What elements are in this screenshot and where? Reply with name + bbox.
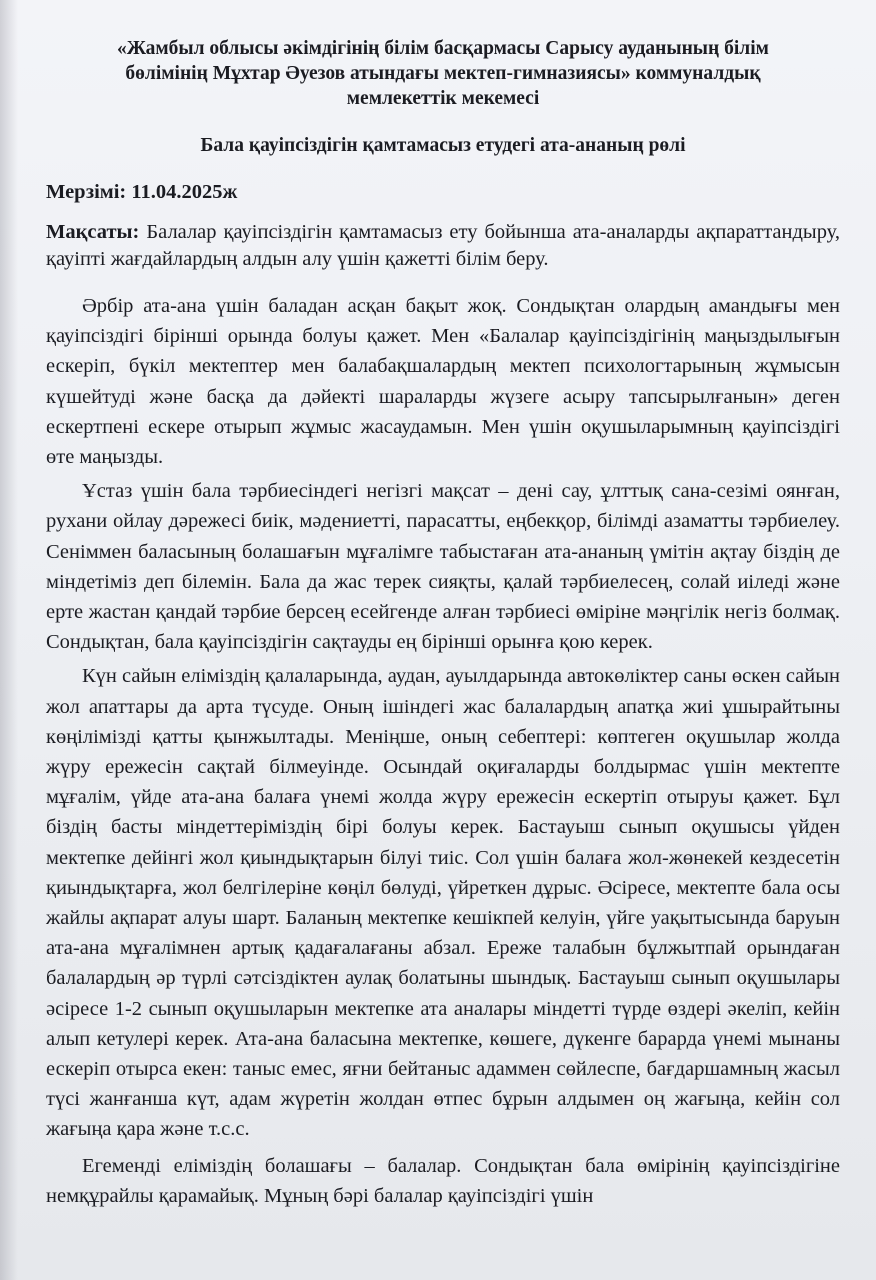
- date-value: 11.04.2025ж: [131, 181, 238, 203]
- date-label: Мерзімі:: [46, 181, 127, 203]
- org-line-3: мемлекеттік мекемесі: [346, 88, 540, 109]
- goal-text: Балалар қауіпсіздігін қамтамасыз ету бойынша ата-аналарды ақпараттандыру, қауіпті жағдайлардың алдын алу үшін қажетті білім беру.: [46, 221, 840, 270]
- goal-paragraph: [46, 219, 840, 273]
- organization-header: [46, 36, 840, 111]
- org-line-2: бөлімінің Мұхтар Әуезов атындағы мектеп-гимназиясы» коммуналдық: [125, 63, 761, 84]
- body-paragraph-1: Әрбір ата-ана үшін баладан асқан бақыт жоқ. Сондықтан олардың амандығы мен қауіпсіздігі бірінші орында болуы қажет. Мен «Балалар қауіпсіздігінің маңыздылығын ескеріп, бүкіл мектептер мен балабақшалардың мектеп психологтарының жұмысын күшейтуді және басқа да дәйекті шараларды жүзеге асыру тапсырылғанын» деген ескертпені ескере отырып жұмыс жасаудамын. Мен үшін оқушыларымның қауіпсіздігі өте маңызды.: [46, 295, 840, 469]
- goal-label: Мақсаты:: [46, 221, 140, 243]
- body-paragraph-2: Ұстаз үшін бала тәрбиесіндегі негізгі мақсат – дені сау, ұлттық сана-сезімі оянған, рухани ойлау дәрежесі биік, мәдениетті, парасатты, еңбекқор, білімді азаматты тәрбиелеу. Сеніммен баласының болашағын мұғалімге табыстаған ата-ананың үмітін ақтау біздің де міндетіміз деп білемін. Бала да жас терек сияқты, қалай тәрбиелесең, солай иіледі және ерте жастан қандай тәрбие берсең есейгенде алған тәрбиесі өміріне мәңгілік негіз болмақ. Сондықтан, бала қауіпсіздігін сақтауды ең бірінші орынға қою керек.: [46, 480, 840, 654]
- body-paragraph-3: Күн сайын еліміздің қалаларында, аудан, ауылдарында автокөліктер саны өскен сайын жол апаттары да арта түсуде. Оның ішіндегі жас балалардың апатқа жиі ұшырайтыны көңілімізді қатты қынжылтады. Меніңше, оның себептері: көптеген оқушылар жолда жүру ережесін сақтай білмеуінде. Осындай оқиғаларды болдырмас үшін мектепте мұғалім, үйде ата-ана балаға үнемі жолда жүру ережесін ескертіп отыруы қажет. Бұл біздің басты міндеттеріміздің бірі болуы керек. Бастауыш сынып оқушысы үйден мектепке дейінгі жол қиындықтарын білуі тиіс. Сол үшін балаға жол-жөнекей кездесетін қиындықтарға, жол белгілеріне көңіл бөлуді, үйреткен дұрыс. Әсіресе, мектепте бала осы жайлы ақпарат алуы шарт. Баланың мектепке кешікпей келуін, үйге уақытысында баруын ата-ана мұғалімнен артық қадағалағаны абзал. Ереже талабын бұлжытпай орындаған балалардың әр түрлі сәтсіздіктен аулақ болатыны шындық. Бастауыш сынып оқушылары әсіресе 1-2 сынып оқушыларын мектепке ата аналары міндетті түрде өздері әкеліп, кейін алып кетулері керек. Ата-ана баласына мектепке, көшеге, дүкенге барарда үнемі мынаны ескеріп отырса екен: таныс емес, яғни бейтаныс адаммен сөйлеспе, бағдаршамның жасыл түсі жанғанша күт, адам жүретін жолдан өтпес бұрын алдымен оң жағыңа, кейін сол жағыңа қара және т.с.с.: [46, 665, 840, 1141]
- body-paragraph-4: Егеменді еліміздің болашағы – балалар. Сондықтан бала өмірінің қауіпсіздігіне немқұрайлы қарамайық. Мұның бәрі балалар қауіпсіздігі үшін: [46, 1154, 840, 1207]
- org-line-1: «Жамбыл облысы әкімдігінің білім басқармасы Сарысу ауданының білім: [117, 38, 769, 59]
- document-title: Бала қауіпсіздігін қамтамасыз етудегі ата-ананың рөлі: [200, 135, 686, 156]
- page-edge-shadow: [0, 0, 18, 1280]
- date-line: [46, 179, 840, 205]
